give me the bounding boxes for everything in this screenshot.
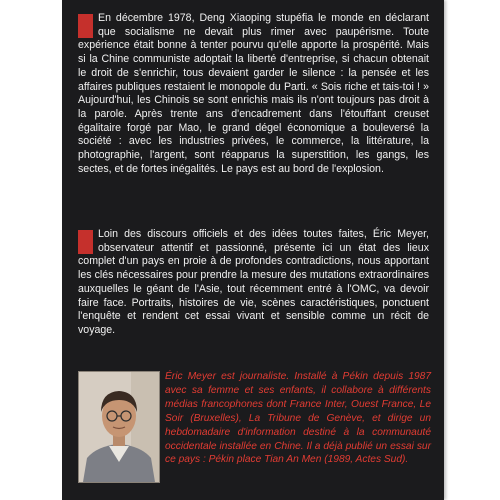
intro-dropcap [78, 14, 93, 38]
author-bio: Éric Meyer est journaliste. Installé à Pékin depuis 1987 avec sa femme et ses enfants, il collabore à différents médias francophones dont France Inter, Ouest France, Le Soir (Bruxelles), La Tribune de Genève, et dirige un hebdomadaire d'information destiné à la communauté occidentale installée en Chine. Il a déjà publié un essai sur ce pays : Pékin place Tian An Men (1989, Actes Sud). [165, 371, 431, 466]
author-photo [78, 371, 160, 483]
intro-text: En décembre 1978, Deng Xiaoping stupéfia le monde en déclarant que socialisme ne devait plus rimer avec paupérisme. Toute expérience était bonne à tenter pourvu qu'elle apporte la prospérité. Mais si la Chine communiste adoptait la liberté d'entreprise, si chacun obtenait le droit de s'enrichir, tous devaient garder le silence : la pensée et les affaires publiques restaient le monopole du Parti. « Sois riche et tais-toi ! » Aujourd'hui, les Chinois se sont enrichis mais ils n'ont toujours pas droit à la parole. Après trente ans d'encadrement dans l'étouffant creuset égalitaire forgé par Mao, le grand dégel économique a bouleversé la société : avec les industries privées, le commerce, la littérature, la photographie, l'argent, sont réapparus la superstition, les gangs, les sectes, et de fortes inégalités. Le pays est au bord de l'explosion. [78, 12, 429, 175]
author-portrait-illustration [79, 372, 159, 482]
book-back-cover [62, 0, 444, 500]
summary-dropcap [78, 230, 93, 254]
intro-paragraph [78, 12, 429, 176]
summary-paragraph [78, 228, 429, 338]
summary-text: Loin des discours officiels et des idées toutes faites, Éric Meyer, observateur attentif et passionné, présente ici un état des lieux complet d'un pays en proie à de profondes contradictions, nous apportant les clés nécessaires pour prendre la mesure des mutations extraordinaires auxquelles le géant de l'Asie, tout récemment entré à l'OMC, va devoir faire face. Portraits, histoires de vie, scènes caractéristiques, ponctuent l'enquête et rendent cet essai vivant et sensible comme un récit de voyage. [78, 228, 429, 336]
